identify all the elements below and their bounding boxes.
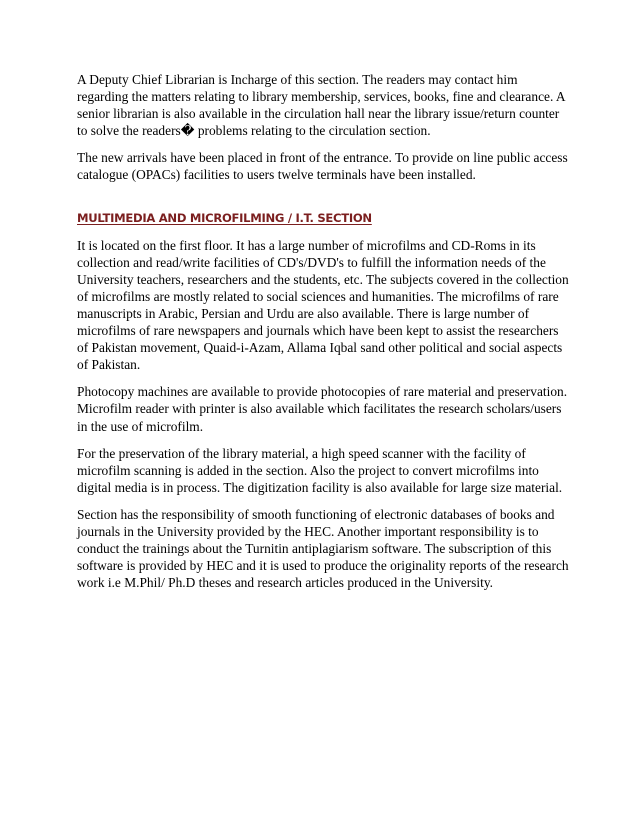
document-page: [77, 71, 569, 601]
paragraph-preservation: For the preservation of the library material, a high speed scanner with the facility of microfilm scanning is added in the section. Also the project to convert microfilms into digital media is in process. The digitization facility is also available for large size material.: [77, 445, 563, 495]
section-heading-multimedia: MULTIMEDIA AND MICROFILMING / I.T. SECTION: [77, 210, 372, 225]
paragraph-photocopy: Photocopy machines are available to provide photocopies of rare material and preservation. Microfilm reader with printer is also available which facilitates the research scholars/users in the use of microfilm.: [77, 384, 568, 434]
paragraph-circulation-section: A Deputy Chief Librarian is Incharge of this section. The readers may contact him regarding the matters relating to library membership, services, books, fine and clearance. A senior librarian is also available in the circulation hall near the library issue/return counter to solve the readers� problems relating to the circulation section.: [77, 72, 565, 139]
paragraph-responsibilities: Section has the responsibility of smooth functioning of electronic databases of books and journals in the University provided by the HEC. Another important responsibility is to conduct the trainings about the Turnitin antiplagiarism software. The subscription of this software is provided by HEC and it is used to produce the originality reports of the research work i.e M.Phil/ Ph.D theses and research articles produced in the University.: [77, 506, 569, 591]
paragraph-new-arrivals: The new arrivals have been placed in front of the entrance. To provide on line public access catalogue (OPACs) facilities to users twelve terminals have been installed.: [77, 150, 568, 183]
paragraph-location-collection: It is located on the first floor. It has a large number of microfilms and CD-Roms in its collection and read/write facilities of CD's/DVD's to fulfill the information needs of the University teachers, researchers and the students, etc. The subjects covered in the collection of microfilms are mostly related to social sciences and humanities. The microfilms of rare manuscripts in Arabic, Persian and Urdu are also available. There is large number of microfilms of rare newspapers and journals which have been kept to assist the researchers of Pakistan movement, Quaid-i-Azam, Allama Iqbal sand other political and social aspects of Pakistan.: [77, 237, 569, 373]
